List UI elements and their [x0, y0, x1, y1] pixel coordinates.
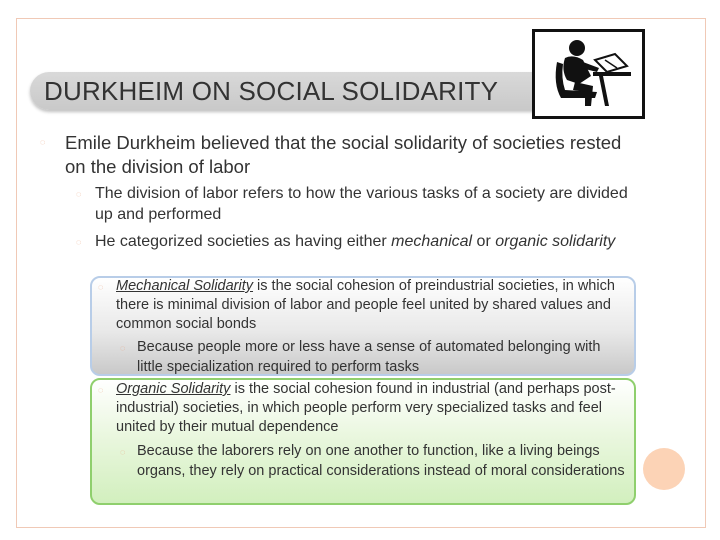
sub-bullet-division: The division of labor refers to how the various tasks of a society are divided up and performed: [95, 185, 628, 223]
bullet-icon: ◌: [76, 189, 82, 199]
decorative-circle: [643, 448, 685, 490]
organic-solidarity-text: Organic Solidarity is the social cohesion found in industrial (and perhaps post-industrial) societies, in which people perform very specialized tasks and feel united by their mutual dependence: [116, 381, 616, 435]
bullet-icon: ◌: [120, 343, 126, 353]
bullet-icon: ◌: [76, 237, 82, 247]
sub-bullet-categorized: He categorized societies as having either mechanical or organic solidarity: [95, 233, 616, 250]
main-bullet-text: Emile Durkheim believed that the social solidarity of societies rested on the division of labor: [65, 132, 622, 177]
reading-person-icon: [532, 29, 645, 119]
bullet-icon: ◌: [120, 447, 126, 457]
bullet-icon: ◌: [98, 385, 104, 395]
slide-title: DURKHEIM ON SOCIAL SOLIDARITY: [44, 76, 499, 106]
mechanical-solidarity-text: Mechanical Solidarity is the social cohesion of preindustrial societies, in which there is minimal division of labor and people feel united by shared values and common social bonds: [116, 278, 615, 332]
mechanical-solidarity-sub: Because people more or less have a sense of automated belonging with little specialization required to perform tasks: [137, 339, 601, 375]
organic-solidarity-sub: Because the laborers rely on one another to function, like a living beings organs, they rely on practical considerations instead of moral considerations: [137, 443, 625, 479]
bullet-icon: ◌: [98, 282, 104, 292]
bullet-icon: ◌: [40, 137, 46, 147]
